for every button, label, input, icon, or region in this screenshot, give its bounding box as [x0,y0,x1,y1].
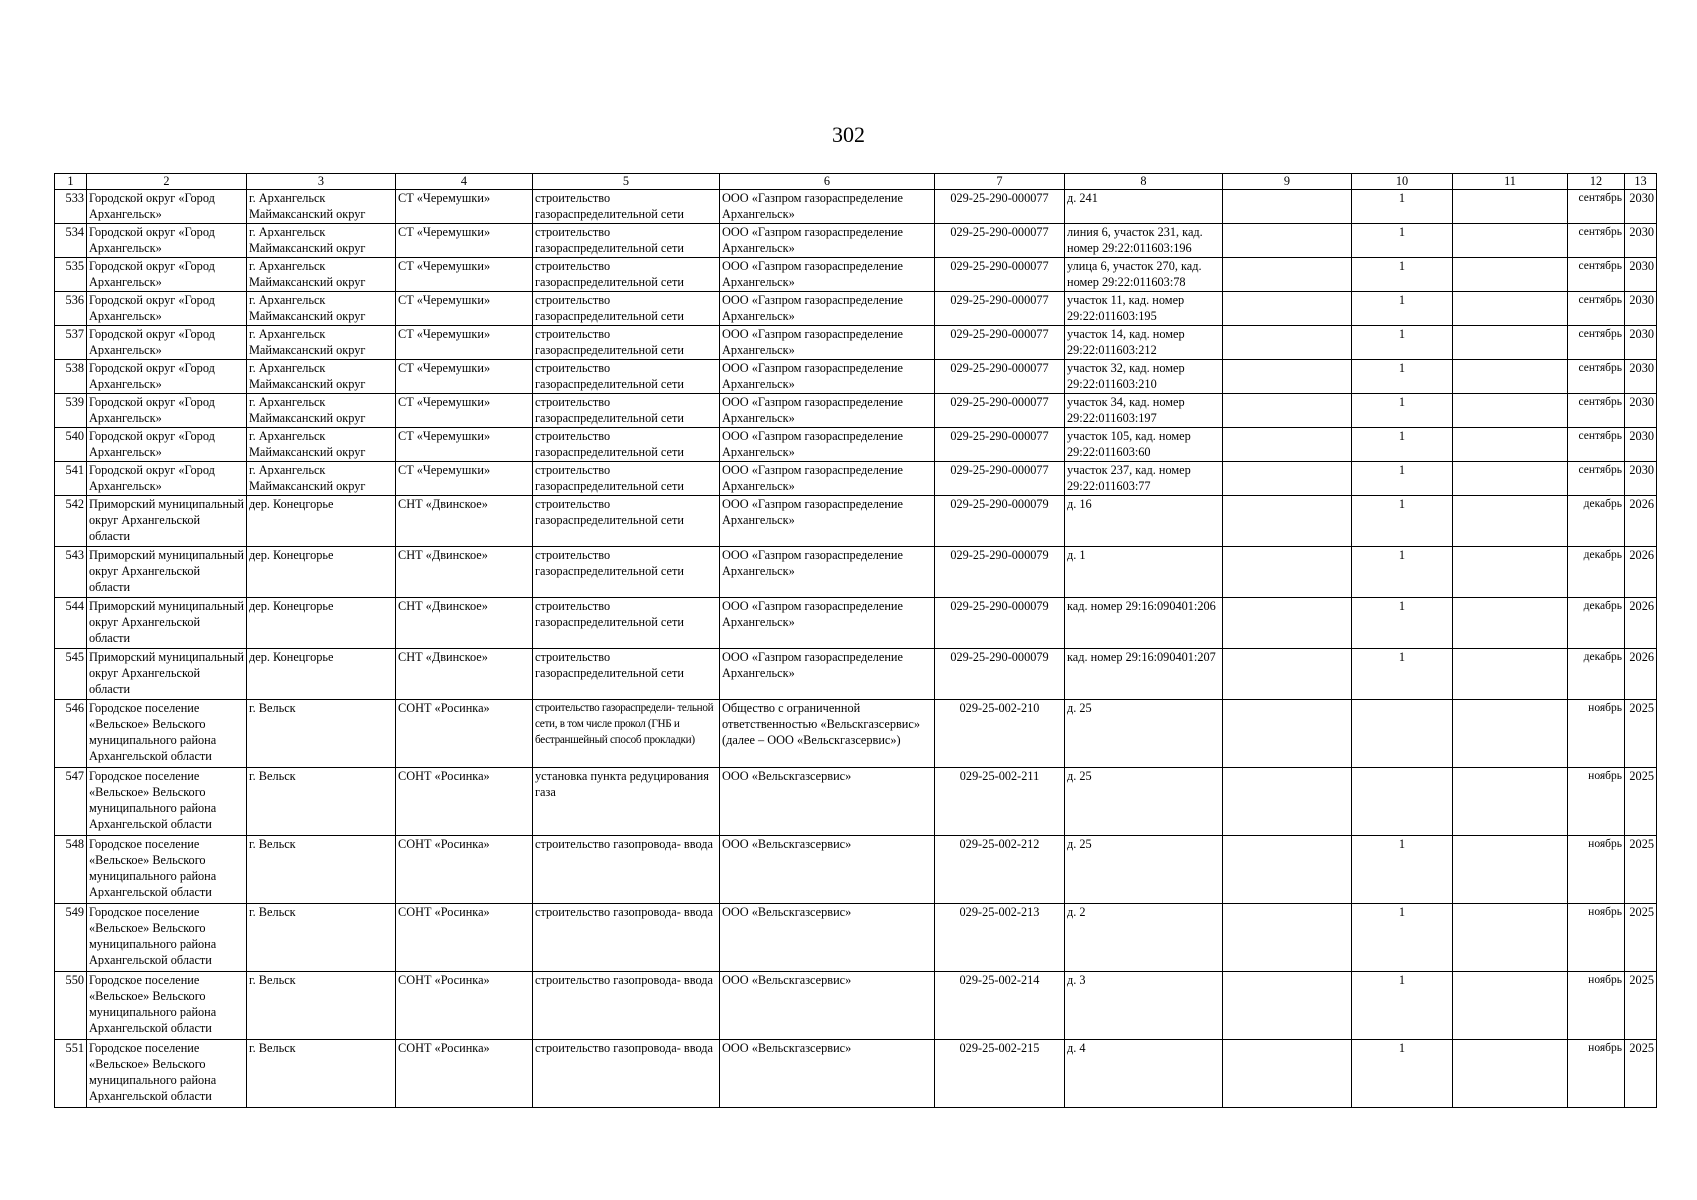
organization-cell: ООО «Вельскгазсервис» [720,1040,935,1108]
work-type-cell: строительство газопровода- ввода [533,1040,720,1108]
application-code-cell: 029-25-290-000079 [935,496,1065,547]
address-cell: д. 3 [1065,972,1223,1040]
column-11-cell [1453,700,1568,768]
column-9-cell [1223,224,1352,258]
municipality-cell: Городское поселение «Вельское» Вельского муниципального района Архангельской области [87,972,247,1040]
locality-cell: г. Вельск [247,700,396,768]
row-number: 551 [55,1040,87,1108]
table-row [55,326,1657,360]
municipality-cell: Городской округ «Город Архангельск» [87,326,247,360]
column-9-cell [1223,258,1352,292]
locality-cell: г. Архангельск Маймаксанский округ [247,394,396,428]
year-cell: 2026 [1625,598,1657,649]
quantity-cell: 1 [1352,462,1453,496]
municipality-cell: Городской округ «Город Архангельск» [87,224,247,258]
application-code-cell: 029-25-290-000079 [935,547,1065,598]
year-cell: 2025 [1625,904,1657,972]
table-row [55,1040,1657,1108]
organization-cell: ООО «Газпром газораспределение Архангельск» [720,496,935,547]
partnership-cell: СОНТ «Росинка» [396,768,533,836]
partnership-cell: СОНТ «Росинка» [396,904,533,972]
work-type-cell: строительство газораспределительной сети [533,649,720,700]
table-row [55,496,1657,547]
locality-cell: г. Вельск [247,836,396,904]
application-code-cell: 029-25-002-211 [935,768,1065,836]
application-code-cell: 029-25-290-000077 [935,326,1065,360]
organization-cell: ООО «Вельскгазсервис» [720,972,935,1040]
year-cell: 2030 [1625,326,1657,360]
work-type-cell: строительство газораспределительной сети [533,360,720,394]
locality-cell: г. Архангельск Маймаксанский округ [247,224,396,258]
organization-cell: ООО «Газпром газораспределение Архангельск» [720,428,935,462]
row-number: 546 [55,700,87,768]
year-cell: 2025 [1625,972,1657,1040]
column-9-cell [1223,394,1352,428]
organization-cell: ООО «Газпром газораспределение Архангельск» [720,360,935,394]
column-11-cell [1453,547,1568,598]
quantity-cell: 1 [1352,972,1453,1040]
row-number: 545 [55,649,87,700]
application-code-cell: 029-25-290-000077 [935,428,1065,462]
column-header: 8 [1065,174,1223,190]
month-cell: сентябрь [1568,360,1625,394]
column-9-cell [1223,190,1352,224]
row-number: 537 [55,326,87,360]
column-header: 12 [1568,174,1625,190]
address-cell: линия 6, участок 231, кад. номер 29:22:011603:196 [1065,224,1223,258]
table-row [55,224,1657,258]
partnership-cell: СТ «Черемушки» [396,394,533,428]
month-cell: сентябрь [1568,326,1625,360]
column-9-cell [1223,1040,1352,1108]
application-code-cell: 029-25-290-000077 [935,258,1065,292]
column-11-cell [1453,598,1568,649]
row-number: 547 [55,768,87,836]
row-number: 534 [55,224,87,258]
municipality-cell: Городской округ «Город Архангельск» [87,190,247,224]
quantity-cell: 1 [1352,292,1453,326]
column-9-cell [1223,292,1352,326]
row-number: 533 [55,190,87,224]
locality-cell: г. Архангельск Маймаксанский округ [247,462,396,496]
table-row [55,462,1657,496]
municipality-cell: Городское поселение «Вельское» Вельского муниципального района Архангельской области [87,1040,247,1108]
column-header: 3 [247,174,396,190]
organization-cell: ООО «Газпром газораспределение Архангельск» [720,649,935,700]
work-type-cell: строительство газопровода- ввода [533,836,720,904]
month-cell: ноябрь [1568,768,1625,836]
address-cell: участок 237, кад. номер 29:22:011603:77 [1065,462,1223,496]
column-11-cell [1453,224,1568,258]
column-11-cell [1453,768,1568,836]
row-number: 540 [55,428,87,462]
row-number: 538 [55,360,87,394]
municipality-cell: Городской округ «Город Архангельск» [87,292,247,326]
page-number: 302 [832,122,865,147]
application-code-cell: 029-25-002-214 [935,972,1065,1040]
quantity-cell: 1 [1352,904,1453,972]
table-row [55,258,1657,292]
address-cell: д. 25 [1065,836,1223,904]
application-code-cell: 029-25-290-000077 [935,292,1065,326]
partnership-cell: СНТ «Двинское» [396,547,533,598]
municipality-cell: Городской округ «Город Архангельск» [87,360,247,394]
table-row [55,360,1657,394]
address-cell: кад. номер 29:16:090401:206 [1065,598,1223,649]
table-row [55,649,1657,700]
municipality-cell: Городское поселение «Вельское» Вельского муниципального района Архангельской области [87,768,247,836]
column-11-cell [1453,326,1568,360]
column-header: 13 [1625,174,1657,190]
locality-cell: г. Вельск [247,904,396,972]
column-9-cell [1223,972,1352,1040]
locality-cell: дер. Конецгорье [247,649,396,700]
month-cell: сентябрь [1568,394,1625,428]
address-cell: участок 105, кад. номер 29:22:011603:60 [1065,428,1223,462]
partnership-cell: СТ «Черемушки» [396,190,533,224]
municipality-cell: Приморский муниципальный округ Архангельской области [87,496,247,547]
quantity-cell: 1 [1352,360,1453,394]
quantity-cell: 1 [1352,190,1453,224]
row-number: 550 [55,972,87,1040]
quantity-cell: 1 [1352,598,1453,649]
municipality-cell: Городской округ «Город Архангельск» [87,428,247,462]
partnership-cell: СОНТ «Росинка» [396,1040,533,1108]
quantity-cell: 1 [1352,428,1453,462]
row-number: 535 [55,258,87,292]
work-type-cell: строительство газораспределительной сети [533,292,720,326]
row-number: 549 [55,904,87,972]
month-cell: ноябрь [1568,1040,1625,1108]
column-11-cell [1453,972,1568,1040]
work-type-cell: строительство газораспредели- тельной сети, в том числе прокол (ГНБ и бестраншейный способ прокладки) [533,700,720,768]
table-row [55,598,1657,649]
locality-cell: г. Вельск [247,1040,396,1108]
work-type-cell: строительство газораспределительной сети [533,326,720,360]
column-11-cell [1453,428,1568,462]
application-code-cell: 029-25-002-212 [935,836,1065,904]
column-9-cell [1223,768,1352,836]
municipality-cell: Городское поселение «Вельское» Вельского муниципального района Архангельской области [87,700,247,768]
work-type-cell: строительство газораспределительной сети [533,496,720,547]
organization-cell: ООО «Газпром газораспределение Архангельск» [720,292,935,326]
quantity-cell: 1 [1352,496,1453,547]
column-9-cell [1223,428,1352,462]
partnership-cell: СНТ «Двинское» [396,649,533,700]
column-9-cell [1223,700,1352,768]
locality-cell: г. Архангельск Маймаксанский округ [247,292,396,326]
year-cell: 2025 [1625,700,1657,768]
column-9-cell [1223,326,1352,360]
locality-cell: г. Архангельск Маймаксанский округ [247,428,396,462]
quantity-cell [1352,700,1453,768]
address-cell: д. 25 [1065,700,1223,768]
year-cell: 2026 [1625,649,1657,700]
year-cell: 2030 [1625,462,1657,496]
partnership-cell: СТ «Черемушки» [396,360,533,394]
table-row [55,394,1657,428]
table-row [55,904,1657,972]
address-cell: д. 4 [1065,1040,1223,1108]
partnership-cell: СНТ «Двинское» [396,598,533,649]
application-code-cell: 029-25-290-000077 [935,462,1065,496]
address-cell: д. 2 [1065,904,1223,972]
year-cell: 2030 [1625,428,1657,462]
address-cell: улица 6, участок 270, кад. номер 29:22:011603:78 [1065,258,1223,292]
quantity-cell: 1 [1352,836,1453,904]
column-header: 6 [720,174,935,190]
partnership-cell: СОНТ «Росинка» [396,700,533,768]
municipality-cell: Приморский муниципальный округ Архангельской области [87,547,247,598]
row-number: 544 [55,598,87,649]
month-cell: сентябрь [1568,258,1625,292]
year-cell: 2026 [1625,547,1657,598]
application-code-cell: 029-25-002-210 [935,700,1065,768]
address-cell: кад. номер 29:16:090401:207 [1065,649,1223,700]
column-11-cell [1453,394,1568,428]
registry-table [54,173,1657,1108]
work-type-cell: строительство газораспределительной сети [533,428,720,462]
partnership-cell: СОНТ «Росинка» [396,836,533,904]
year-cell: 2026 [1625,496,1657,547]
organization-cell: ООО «Газпром газораспределение Архангельск» [720,258,935,292]
column-9-cell [1223,496,1352,547]
partnership-cell: СТ «Черемушки» [396,224,533,258]
month-cell: декабрь [1568,496,1625,547]
row-number: 536 [55,292,87,326]
work-type-cell: строительство газораспределительной сети [533,547,720,598]
month-cell: ноябрь [1568,836,1625,904]
partnership-cell: СТ «Черемушки» [396,292,533,326]
partnership-cell: СТ «Черемушки» [396,428,533,462]
locality-cell: г. Архангельск Маймаксанский округ [247,360,396,394]
month-cell: ноябрь [1568,904,1625,972]
column-11-cell [1453,496,1568,547]
address-cell: д. 1 [1065,547,1223,598]
column-header: 1 [55,174,87,190]
work-type-cell: строительство газопровода- ввода [533,904,720,972]
application-code-cell: 029-25-002-213 [935,904,1065,972]
organization-cell: ООО «Газпром газораспределение Архангельск» [720,547,935,598]
month-cell: ноябрь [1568,700,1625,768]
column-header: 9 [1223,174,1352,190]
quantity-cell: 1 [1352,258,1453,292]
column-11-cell [1453,836,1568,904]
work-type-cell: строительство газораспределительной сети [533,258,720,292]
organization-cell: ООО «Газпром газораспределение Архангельск» [720,394,935,428]
locality-cell: г. Вельск [247,972,396,1040]
column-9-cell [1223,649,1352,700]
organization-cell: ООО «Газпром газораспределение Архангельск» [720,326,935,360]
year-cell: 2030 [1625,292,1657,326]
organization-cell: ООО «Вельскгазсервис» [720,768,935,836]
application-code-cell: 029-25-290-000077 [935,360,1065,394]
locality-cell: г. Архангельск Маймаксанский округ [247,190,396,224]
table-row [55,292,1657,326]
organization-cell: Общество с ограниченной ответственностью «Вельскгазсервис» (далее – ООО «Вельскгазсервис») [720,700,935,768]
locality-cell: г. Архангельск Маймаксанский округ [247,258,396,292]
column-11-cell [1453,190,1568,224]
year-cell: 2030 [1625,258,1657,292]
year-cell: 2025 [1625,836,1657,904]
table-row [55,972,1657,1040]
organization-cell: ООО «Вельскгазсервис» [720,904,935,972]
column-number-row [55,174,1657,190]
work-type-cell: строительство газораспределительной сети [533,224,720,258]
registry-body [55,190,1657,1108]
row-number: 539 [55,394,87,428]
locality-cell: г. Архангельск Маймаксанский округ [247,326,396,360]
year-cell: 2025 [1625,768,1657,836]
application-code-cell: 029-25-290-000079 [935,649,1065,700]
partnership-cell: СТ «Черемушки» [396,462,533,496]
column-9-cell [1223,547,1352,598]
column-11-cell [1453,360,1568,394]
municipality-cell: Приморский муниципальный округ Архангельской области [87,649,247,700]
column-11-cell [1453,258,1568,292]
quantity-cell: 1 [1352,1040,1453,1108]
column-header: 2 [87,174,247,190]
column-9-cell [1223,462,1352,496]
partnership-cell: СОНТ «Росинка» [396,972,533,1040]
quantity-cell: 1 [1352,224,1453,258]
partnership-cell: СТ «Черемушки» [396,326,533,360]
column-9-cell [1223,904,1352,972]
quantity-cell [1352,768,1453,836]
organization-cell: ООО «Газпром газораспределение Архангельск» [720,462,935,496]
year-cell: 2025 [1625,1040,1657,1108]
month-cell: сентябрь [1568,224,1625,258]
address-cell: д. 241 [1065,190,1223,224]
address-cell: участок 32, кад. номер 29:22:011603:210 [1065,360,1223,394]
address-cell: д. 25 [1065,768,1223,836]
work-type-cell: строительство газопровода- ввода [533,972,720,1040]
quantity-cell: 1 [1352,649,1453,700]
month-cell: сентябрь [1568,428,1625,462]
locality-cell: дер. Конецгорье [247,598,396,649]
table-row [55,547,1657,598]
address-cell: участок 34, кад. номер 29:22:011603:197 [1065,394,1223,428]
address-cell: д. 16 [1065,496,1223,547]
work-type-cell: строительство газораспределительной сети [533,598,720,649]
column-11-cell [1453,649,1568,700]
application-code-cell: 029-25-290-000077 [935,224,1065,258]
locality-cell: дер. Конецгорье [247,547,396,598]
month-cell: декабрь [1568,547,1625,598]
organization-cell: ООО «Газпром газораспределение Архангельск» [720,598,935,649]
column-9-cell [1223,836,1352,904]
month-cell: сентябрь [1568,292,1625,326]
year-cell: 2030 [1625,190,1657,224]
quantity-cell: 1 [1352,394,1453,428]
municipality-cell: Городской округ «Город Архангельск» [87,258,247,292]
organization-cell: ООО «Газпром газораспределение Архангельск» [720,224,935,258]
work-type-cell: строительство газораспределительной сети [533,190,720,224]
organization-cell: ООО «Вельскгазсервис» [720,836,935,904]
row-number: 543 [55,547,87,598]
year-cell: 2030 [1625,394,1657,428]
municipality-cell: Городское поселение «Вельское» Вельского муниципального района Архангельской области [87,904,247,972]
month-cell: декабрь [1568,598,1625,649]
month-cell: декабрь [1568,649,1625,700]
column-11-cell [1453,1040,1568,1108]
locality-cell: г. Вельск [247,768,396,836]
work-type-cell: строительство газораспределительной сети [533,394,720,428]
municipality-cell: Городской округ «Город Архангельск» [87,394,247,428]
column-header: 7 [935,174,1065,190]
table-row [55,700,1657,768]
partnership-cell: СТ «Черемушки» [396,258,533,292]
municipality-cell: Городское поселение «Вельское» Вельского муниципального района Архангельской области [87,836,247,904]
work-type-cell: установка пункта редуцирования газа [533,768,720,836]
table-row [55,428,1657,462]
column-header: 10 [1352,174,1453,190]
organization-cell: ООО «Газпром газораспределение Архангельск» [720,190,935,224]
partnership-cell: СНТ «Двинское» [396,496,533,547]
locality-cell: дер. Конецгорье [247,496,396,547]
month-cell: ноябрь [1568,972,1625,1040]
column-header: 4 [396,174,533,190]
year-cell: 2030 [1625,360,1657,394]
quantity-cell: 1 [1352,547,1453,598]
application-code-cell: 029-25-290-000079 [935,598,1065,649]
address-cell: участок 14, кад. номер 29:22:011603:212 [1065,326,1223,360]
month-cell: сентябрь [1568,190,1625,224]
table-row [55,836,1657,904]
column-11-cell [1453,462,1568,496]
work-type-cell: строительство газораспределительной сети [533,462,720,496]
column-11-cell [1453,904,1568,972]
column-header: 5 [533,174,720,190]
quantity-cell: 1 [1352,326,1453,360]
row-number: 548 [55,836,87,904]
row-number: 541 [55,462,87,496]
municipality-cell: Приморский муниципальный округ Архангельской области [87,598,247,649]
municipality-cell: Городской округ «Город Архангельск» [87,462,247,496]
column-9-cell [1223,360,1352,394]
row-number: 542 [55,496,87,547]
table-row [55,768,1657,836]
column-9-cell [1223,598,1352,649]
address-cell: участок 11, кад. номер 29:22:011603:195 [1065,292,1223,326]
year-cell: 2030 [1625,224,1657,258]
month-cell: сентябрь [1568,462,1625,496]
column-header: 11 [1453,174,1568,190]
column-11-cell [1453,292,1568,326]
table-row [55,190,1657,224]
application-code-cell: 029-25-290-000077 [935,190,1065,224]
application-code-cell: 029-25-290-000077 [935,394,1065,428]
application-code-cell: 029-25-002-215 [935,1040,1065,1108]
